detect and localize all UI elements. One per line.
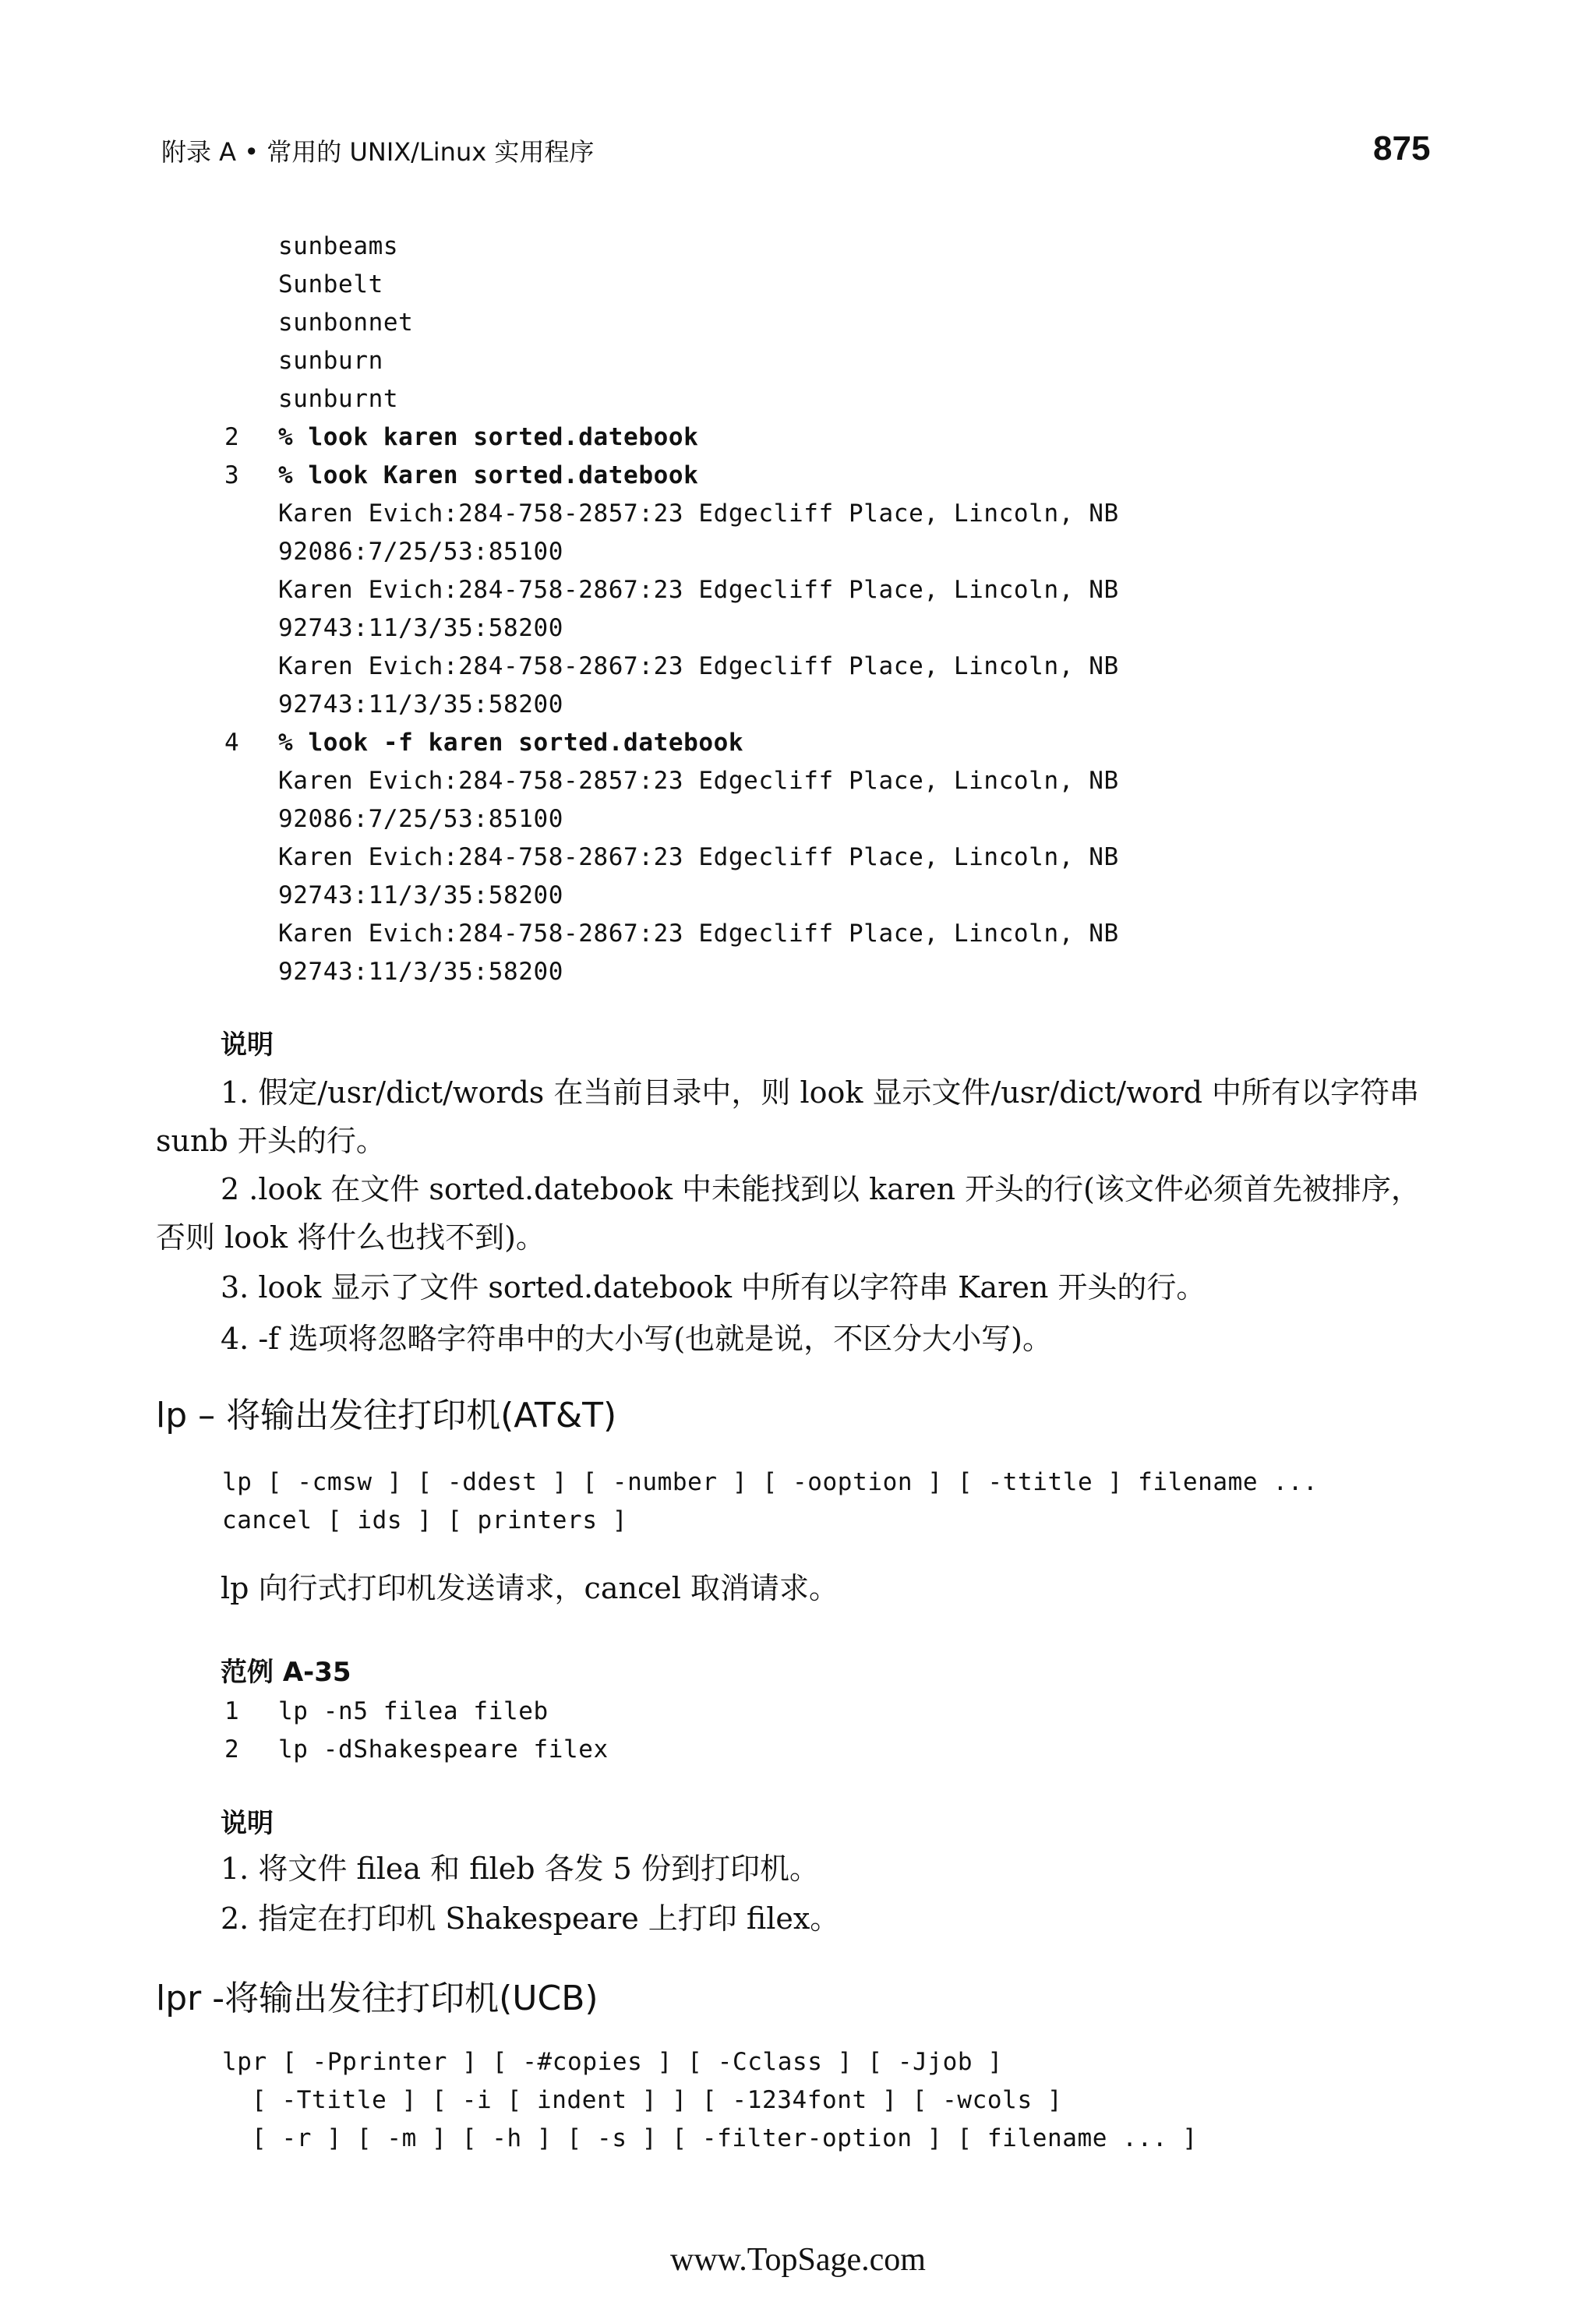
- output-line: 92743:11/3/35:58200: [278, 881, 564, 909]
- output-line: Karen Evich:284-758-2867:23 Edgecliff Place, Lincoln, NB: [278, 652, 1119, 680]
- command-line: % look -f karen sorted.datebook: [278, 729, 744, 757]
- line-number: 3: [224, 461, 239, 489]
- line-number: 1: [224, 1697, 239, 1725]
- note-paragraph: 否则 look 将什么也找不到)。: [156, 1220, 546, 1255]
- output-line: sunburn: [278, 347, 383, 375]
- output-line: Karen Evich:284-758-2857:23 Edgecliff Place, Lincoln, NB: [278, 767, 1119, 795]
- syntax-line: [ -Ttitle ] [ -i [ indent ] ] [ -1234font ] [ -wcols ]: [252, 2086, 1063, 2114]
- note-paragraph: 2 .look 在文件 sorted.datebook 中未能找到以 karen 开头的行(该文件必须首先被排序，: [221, 1172, 1421, 1206]
- output-line: Karen Evich:284-758-2867:23 Edgecliff Place, Lincoln, NB: [278, 843, 1119, 871]
- output-line: sunburnt: [278, 385, 399, 413]
- note-paragraph: 4. -f 选项将忽略字符串中的大小写(也就是说，不区分大小写)。: [221, 1322, 1052, 1356]
- syntax-line: [ -r ] [ -m ] [ -h ] [ -s ] [ -filter-option ] [ filename ... ]: [252, 2124, 1198, 2152]
- syntax-line: cancel [ ids ] [ printers ]: [222, 1506, 628, 1534]
- syntax-line: lp [ -cmsw ] [ -ddest ] [ -number ] [ -ooption ] [ -ttitle ] filename ...: [222, 1468, 1319, 1496]
- notes-heading: 说明: [221, 1029, 274, 1061]
- section-title: lpr -将输出发往打印机(UCB): [156, 1979, 598, 2018]
- line-number: 4: [224, 729, 239, 757]
- section-title: lp – 将输出发往打印机(AT&T): [156, 1396, 617, 1435]
- output-line: 92086:7/25/53:85100: [278, 805, 564, 833]
- output-line: Karen Evich:284-758-2867:23 Edgecliff Place, Lincoln, NB: [278, 920, 1119, 948]
- footer-url: www.TopSage.com: [670, 2242, 926, 2278]
- output-line: sunbeams: [278, 232, 399, 260]
- example-heading: 范例 A-35: [221, 1657, 351, 1688]
- output-line: Sunbelt: [278, 270, 383, 298]
- note-paragraph: 1. 假定/usr/dict/words 在当前目录中，则 look 显示文件/usr/dict/word 中所有以字符串: [221, 1075, 1420, 1110]
- note-paragraph: 1. 将文件 filea 和 fileb 各发 5 份到打印机。: [221, 1852, 819, 1886]
- line-number: 2: [224, 423, 239, 451]
- note-paragraph: 3. look 显示了文件 sorted.datebook 中所有以字符串 Karen 开头的行。: [221, 1270, 1206, 1305]
- example-line: lp -n5 filea fileb: [278, 1697, 549, 1725]
- command-line: % look Karen sorted.datebook: [278, 461, 699, 489]
- syntax-line: lpr [ -Pprinter ] [ -#copies ] [ -Cclass ] [ -Jjob ]: [222, 2048, 1003, 2076]
- notes-heading: 说明: [221, 1808, 274, 1839]
- output-line: 92743:11/3/35:58200: [278, 958, 564, 986]
- output-line: 92743:11/3/35:58200: [278, 614, 564, 642]
- output-line: 92743:11/3/35:58200: [278, 690, 564, 718]
- line-number: 2: [224, 1735, 239, 1763]
- section-description: lp 向行式打印机发送请求，cancel 取消请求。: [221, 1571, 839, 1605]
- command-line: % look karen sorted.datebook: [278, 423, 699, 451]
- page-number: 875: [1373, 129, 1431, 168]
- output-line: Karen Evich:284-758-2857:23 Edgecliff Place, Lincoln, NB: [278, 500, 1119, 528]
- note-paragraph: sunb 开头的行。: [156, 1124, 386, 1158]
- output-line: Karen Evich:284-758-2867:23 Edgecliff Place, Lincoln, NB: [278, 576, 1119, 604]
- note-paragraph: 2. 指定在打印机 Shakespeare 上打印 filex。: [221, 1901, 840, 1936]
- output-line: 92086:7/25/53:85100: [278, 538, 564, 566]
- running-header: 附录 A • 常用的 UNIX/Linux 实用程序: [161, 137, 595, 167]
- output-line: sunbonnet: [278, 309, 414, 337]
- example-line: lp -dShakespeare filex: [278, 1735, 609, 1763]
